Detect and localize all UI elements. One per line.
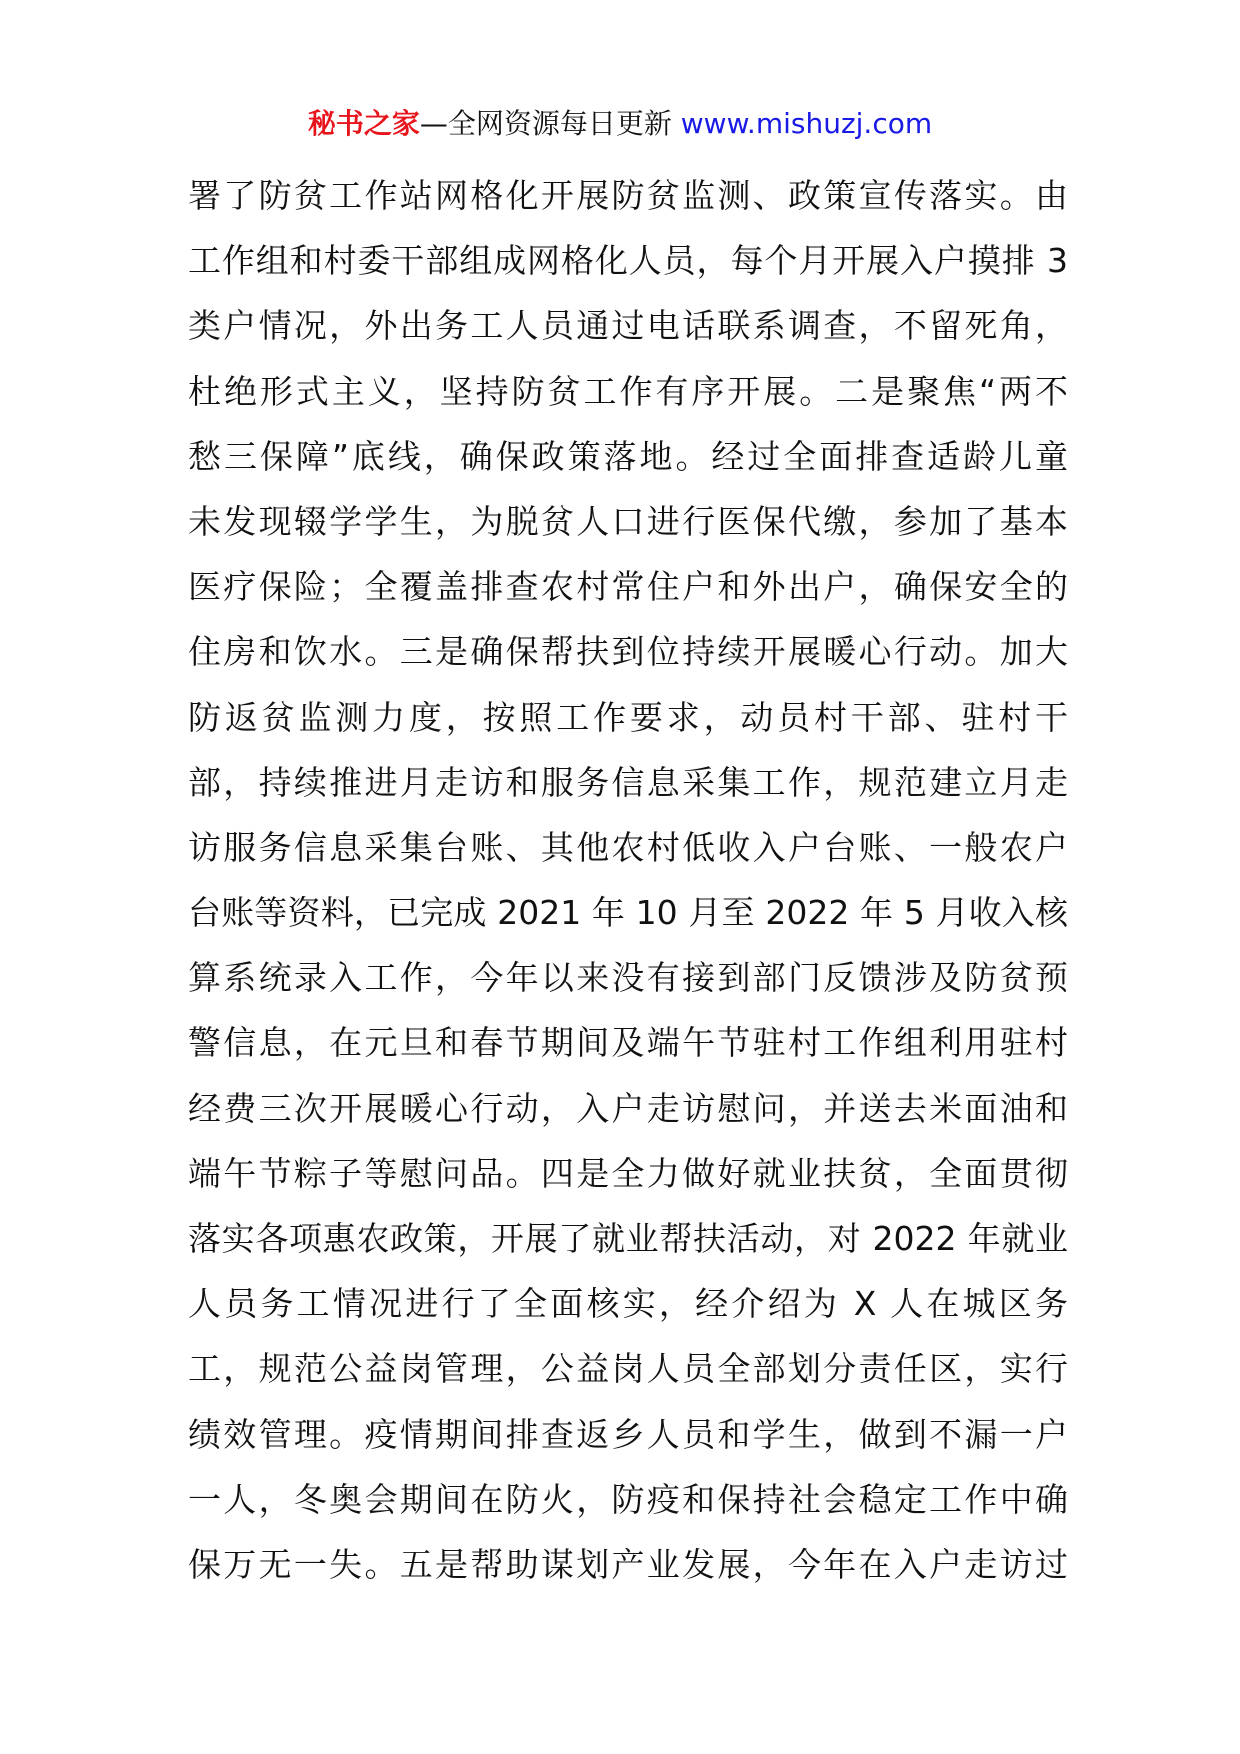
text-line: 警信息，在元旦和春节期间及端午节驻村工作组利用驻村 xyxy=(188,1023,1068,1063)
text-line: 类户情况，外出务工人员通过电话联系调查，不留死角， xyxy=(188,306,1068,346)
text-line: 防返贫监测力度，按照工作要求，动员村干部、驻村干 xyxy=(188,697,1068,737)
text-line: 算系统录入工作，今年以来没有接到部门反馈涉及防贫预 xyxy=(188,958,1068,998)
text-line: 工作组和村委干部组成网格化人员，每个月开展入户摸排 3 xyxy=(188,241,1068,281)
text-line: 保万无一失。五是帮助谋划产业发展，今年在入户走访过 xyxy=(188,1544,1068,1584)
text-line: 部，持续推进月走访和服务信息采集工作，规范建立月走 xyxy=(188,762,1068,802)
text-line: 落实各项惠农政策，开展了就业帮扶活动，对 2022 年就业 xyxy=(188,1219,1068,1258)
text-line: 愁三保障”底线，确保政策落地。经过全面排查适龄儿童 xyxy=(188,436,1068,476)
text-line: 一人，冬奥会期间在防火，防疫和保持社会稳定工作中确 xyxy=(188,1479,1068,1519)
text-line: 署了防贫工作站网格化开展防贫监测、政策宣传落实。由 xyxy=(188,176,1068,215)
text-line: 绩效管理。疫情期间排查返乡人员和学生，做到不漏一户 xyxy=(188,1414,1068,1454)
text-line: 端午节粽子等慰问品。四是全力做好就业扶贫，全面贯彻 xyxy=(188,1153,1068,1193)
text-line: 住房和饮水。三是确保帮扶到位持续开展暖心行动。加大 xyxy=(188,632,1068,672)
header-tagline: —全网资源每日更新 xyxy=(419,107,681,140)
text-line: 访服务信息采集台账、其他农村低收入户台账、一般农户 xyxy=(188,827,1068,867)
page-header xyxy=(0,104,1240,144)
brand-name: 秘书之家 xyxy=(307,107,420,140)
text-line: 医疗保险；全覆盖排查农村常住户和外出户，确保安全的 xyxy=(188,567,1068,607)
text-line: 未发现辍学学生，为脱贫人口进行医保代缴，参加了基本 xyxy=(188,501,1068,541)
text-line: 工，规范公益岗管理，公益岗人员全部划分责任区，实行 xyxy=(188,1349,1068,1389)
text-line: 台账等资料，已完成 2021 年 10 月至 2022 年 5 月收入核 xyxy=(188,893,1068,933)
site-url-link[interactable]: www.mishuzj.com xyxy=(680,107,933,140)
text-line: 人员务工情况进行了全面核实，经介绍为 X 人在城区务 xyxy=(188,1284,1068,1324)
text-line: 杜绝形式主义，坚持防贫工作有序开展。二是聚焦“两不 xyxy=(188,371,1068,411)
text-line: 经费三次开展暖心行动，入户走访慰问，并送去米面油和 xyxy=(188,1088,1068,1128)
document-body xyxy=(188,163,1068,1597)
